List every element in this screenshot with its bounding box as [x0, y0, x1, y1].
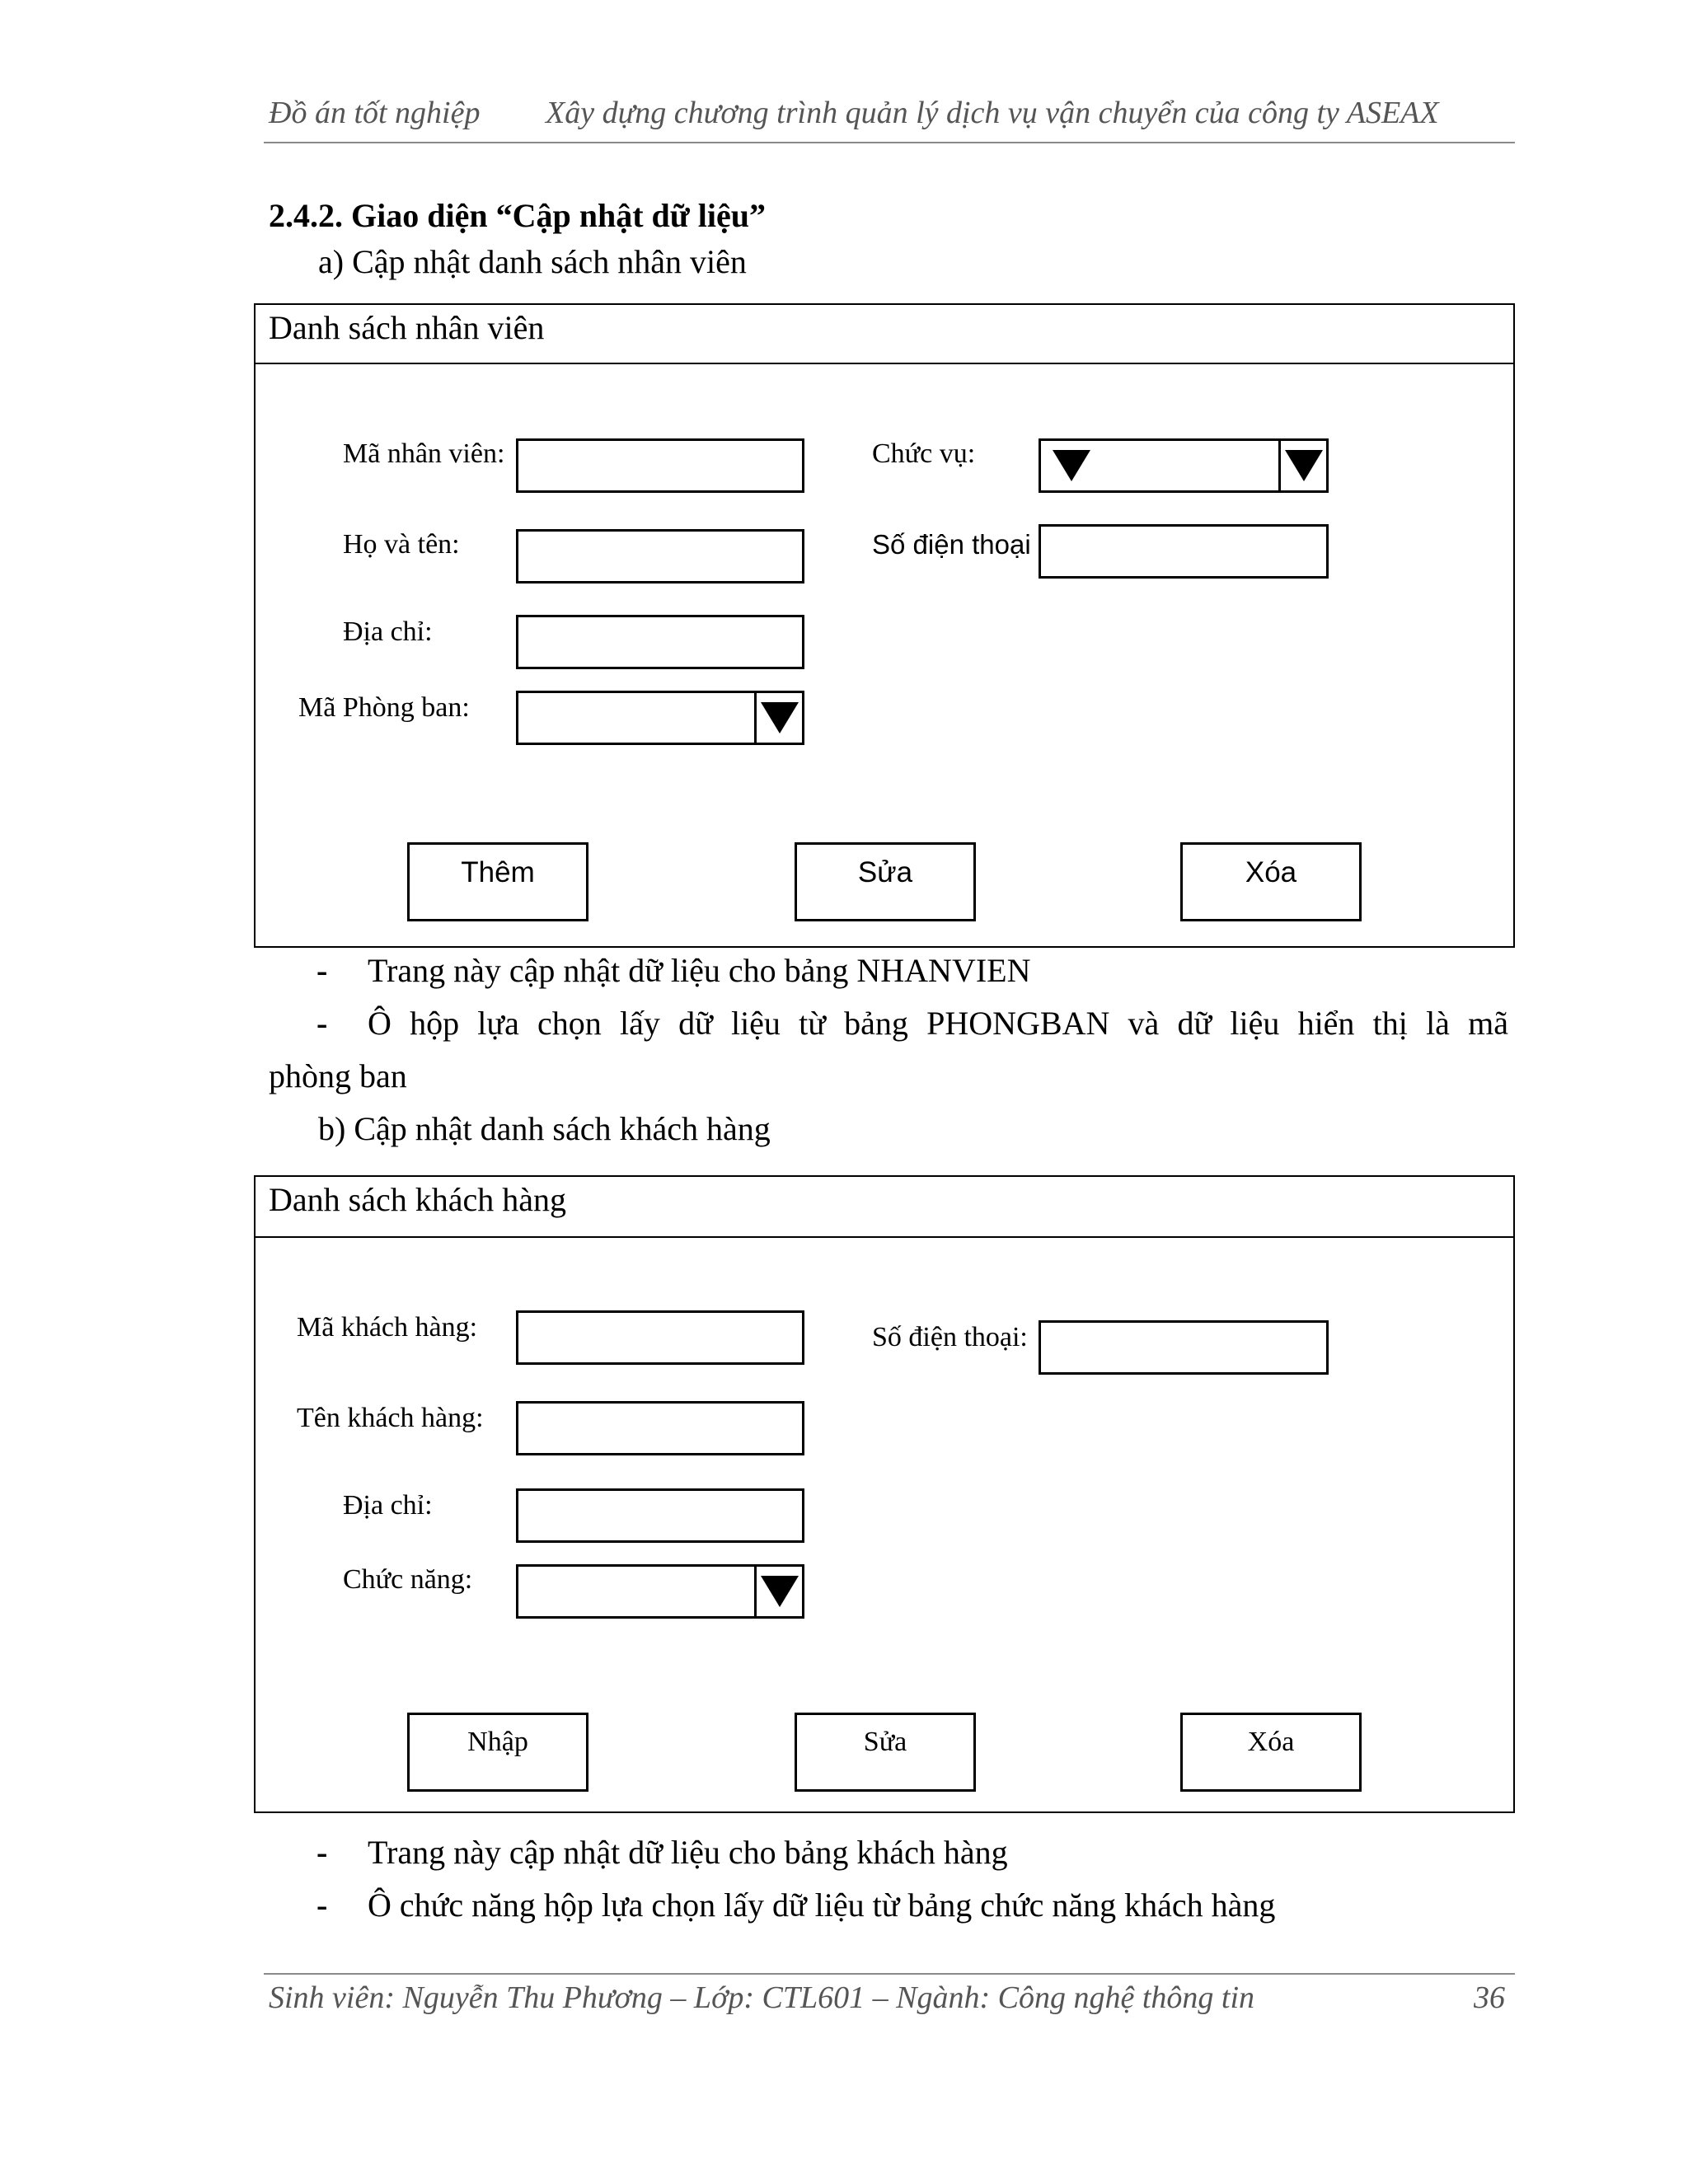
note-employee-3: phòng ban [269, 1057, 407, 1094]
phone-label: Số điện thoại [872, 529, 1031, 560]
chevron-down-icon [1048, 441, 1095, 490]
chevron-down-icon[interactable] [1278, 441, 1326, 490]
employee-form-title-bar [256, 305, 1513, 364]
employee-id-input[interactable] [516, 438, 804, 493]
footer-text: Sinh viên: Nguyễn Thu Phương – Lớp: CTL601 – Ngành: Công nghệ thông tin [269, 1980, 1254, 2015]
customer-id-input[interactable] [516, 1310, 804, 1365]
position-select[interactable] [1039, 438, 1329, 493]
delete-button[interactable]: Xóa [1180, 1713, 1362, 1792]
footer-rule [264, 1973, 1515, 1975]
function-select[interactable] [516, 1564, 804, 1619]
note-employee-2: Ô hộp lựa chọn lấy dữ liệu từ bảng PHONGBAN và dữ liệu hiển thị là mã [368, 1005, 1508, 1042]
employee-id-label: Mã nhân viên: [343, 438, 505, 469]
note-employee-1: Trang này cập nhật dữ liệu cho bảng NHANVIEN [368, 952, 1031, 989]
note-customer-2: Ô chức năng hộp lựa chọn lấy dữ liệu từ bảng chức năng khách hàng [368, 1886, 1276, 1924]
section-heading: 2.4.2. Giao diện “Cập nhật dữ liệu” [269, 197, 767, 234]
add-button[interactable]: Thêm [407, 842, 588, 921]
bullet-dash: - [316, 1005, 328, 1042]
bullet-dash: - [316, 1886, 328, 1924]
chevron-down-icon[interactable] [754, 1567, 802, 1616]
subheading-b: b) Cập nhật danh sách khách hàng [318, 1110, 771, 1147]
header-right-text: Xây dựng chương trình quản lý dịch vụ vận chuyển của công ty ASEAX [546, 96, 1439, 130]
position-label: Chức vụ: [872, 438, 976, 469]
bullet-dash: - [316, 1834, 328, 1871]
customer-id-label: Mã khách hàng: [297, 1312, 478, 1343]
subheading-a: a) Cập nhật danh sách nhân viên [318, 243, 747, 280]
customer-phone-input[interactable] [1039, 1320, 1329, 1375]
department-select[interactable] [516, 691, 804, 745]
phone-input[interactable] [1039, 524, 1329, 579]
running-footer [269, 1980, 1505, 2016]
customer-phone-label: Số điện thoại: [872, 1322, 1028, 1352]
chevron-down-icon[interactable] [754, 693, 802, 743]
page-number: 36 [1474, 1980, 1505, 2015]
customer-address-label: Địa chỉ: [343, 1490, 433, 1521]
edit-button[interactable]: Sửa [795, 1713, 976, 1792]
note-customer-1: Trang này cập nhật dữ liệu cho bảng khách hàng [368, 1834, 1008, 1871]
customer-name-label: Tên khách hàng: [297, 1403, 484, 1433]
customer-address-input[interactable] [516, 1488, 804, 1543]
function-label: Chức năng: [343, 1564, 473, 1595]
address-input[interactable] [516, 615, 804, 669]
edit-button[interactable]: Sửa [795, 842, 976, 921]
import-button[interactable]: Nhập [407, 1713, 588, 1792]
customer-form-title: Danh sách khách hàng [269, 1181, 566, 1218]
bullet-dash: - [316, 952, 328, 989]
employee-form-title: Danh sách nhân viên [269, 309, 545, 346]
header-rule [264, 142, 1515, 143]
employee-form [254, 303, 1515, 948]
customer-form [254, 1175, 1515, 1813]
customer-form-title-bar [256, 1177, 1513, 1238]
header-left-text: Đồ án tốt nghiệp [269, 96, 481, 130]
customer-name-input[interactable] [516, 1401, 804, 1455]
address-label: Địa chỉ: [343, 616, 433, 647]
delete-button[interactable]: Xóa [1180, 842, 1362, 921]
employee-name-input[interactable] [516, 529, 804, 583]
employee-name-label: Họ và tên: [343, 529, 460, 560]
department-label: Mã Phòng ban: [298, 692, 470, 723]
